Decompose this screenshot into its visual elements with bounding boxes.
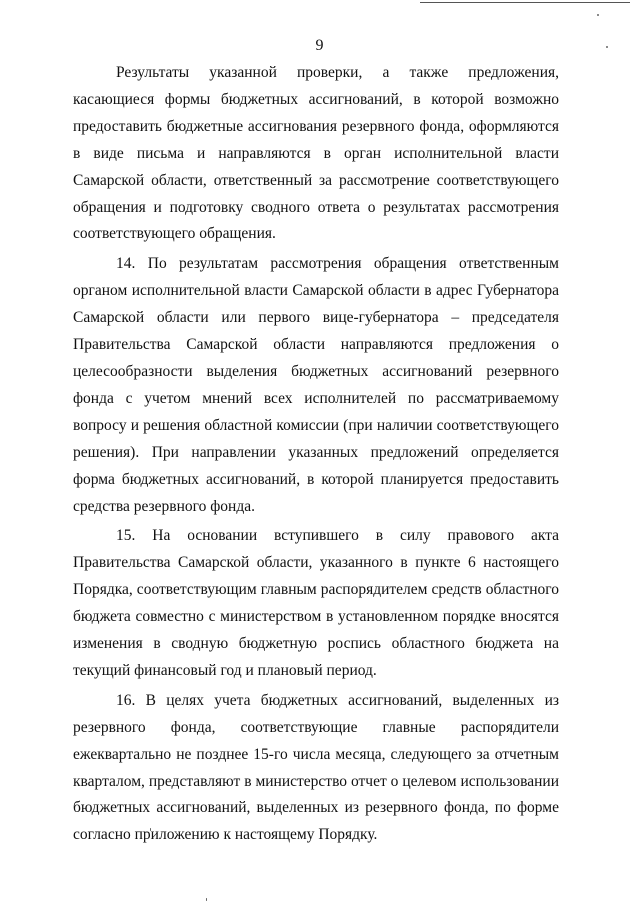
scan-speck bbox=[597, 14, 599, 16]
paragraph-15: 15. На основании вступившего в силу правового акта Правительства Самарской области, указанного в пункте 6 настоящего Порядка, соответствующим главным распорядителем средств областного бюджета совместно с министерством в установленном порядке вносятся изменения в сводную бюджетную роспись областного бюджета на текущий финансовый год и плановый период. bbox=[73, 527, 559, 679]
document-body bbox=[73, 60, 559, 849]
page-number: 9 bbox=[315, 37, 324, 54]
scan-edge-line bbox=[420, 2, 630, 3]
paragraph-results: Результаты указанной проверки, а также предложения, касающиеся формы бюджетных ассигнований, в которой возможно предоставить бюджетные ассигнования резервного фонда, оформляются в виде письма и направляются в орган исполнительной власти Самарской области, ответственный за рассмотрение соответствующего обращения и подготовку сводного ответа о результатах рассмотрения соответствующего обращения. bbox=[73, 64, 559, 243]
paragraph-14: 14. По результатам рассмотрения обращения ответственным органом исполнительной власти Самарской области в адрес Губернатора Самарской области или первого вице-губернатора – председателя Правительства Самарской области направляются предложения о целесообразности выделения бюджетных ассигнований резервного фонда с учетом мнений всех исполнителей по рассматриваемому вопросу и решения областной комиссии (при наличии соответствующего решения). При направлении указанных предложений определяется форма бюджетных ассигнований, в которой планируется предоставить средства резервного фонда. bbox=[73, 255, 559, 515]
scan-speck bbox=[206, 898, 207, 901]
paragraph-16: 16. В целях учета бюджетных ассигнований, выделенных из резервного фонда, соответствующие главные распорядители ежеквартально не позднее 15-го числа месяца, следующего за отчетным кварталом, представляют в министерство отчет о целевом использовании бюджетных ассигнований, выделенных из резервного фонда, по форме согласно приложению к настоящему Порядку. bbox=[73, 691, 559, 844]
